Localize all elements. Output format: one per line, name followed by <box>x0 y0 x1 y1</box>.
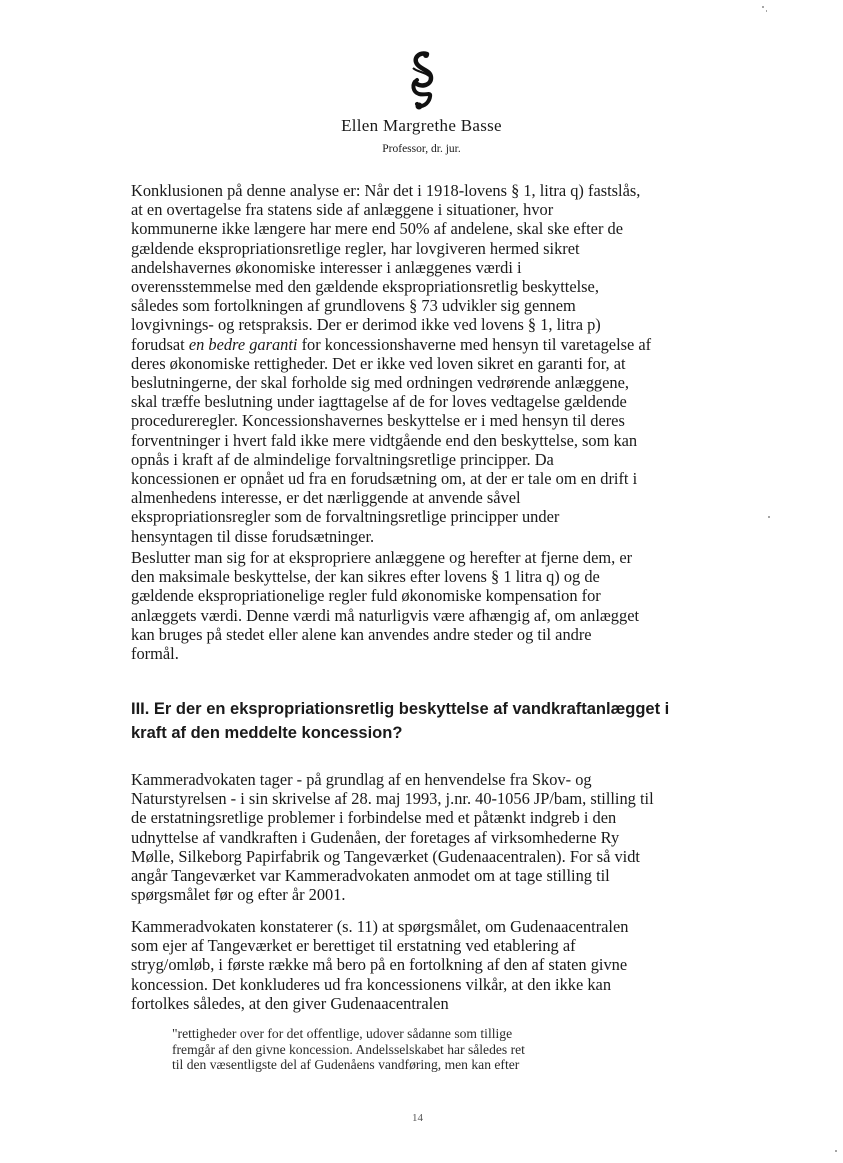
text-line: opnås i kraft af de almindelige forvaltningsretlige principper. Da <box>131 449 554 469</box>
text-line: Beslutter man sig for at ekspropriere anlæggene og herefter at fjerne dem, er <box>131 548 633 567</box>
text-line: Naturstyrelsen - i sin skrivelse af 28. maj 1993, j.nr. 40-1056 JP/bam, stilling til <box>131 789 654 809</box>
scan-speck <box>768 516 770 518</box>
text-line: kommunerne ikke længere har mere end 50% af andelene, skal ske efter de <box>131 219 623 239</box>
heading-line: kraft af den meddelte koncession? <box>131 724 403 742</box>
text-line: overensstemmelse med den gældende ekspropriationsretlig beskyttelse, <box>131 277 599 297</box>
text-line: anlæggets værdi. Denne værdi må naturligvis være afhængig af, om anlægget <box>131 605 640 625</box>
scan-speck <box>835 1150 837 1152</box>
text-line: Mølle, Silkeborg Papirfabrik og Tangeværket (Gudenaacentralen). For så vidt <box>131 846 640 866</box>
scan-speck <box>762 6 764 8</box>
text-line <box>131 335 721 354</box>
ornament-logo <box>405 50 441 112</box>
scan-speck <box>766 10 767 12</box>
text-line: procedureregler. Koncessionshavernes beskyttelse er i med hensyn til deres <box>131 411 625 431</box>
text-line: koncession. Det konkluderes ud fra koncessionens vilkår, at den ikke kan <box>131 974 612 994</box>
text-line: skal træffe beslutning under iagttagelse af de for loves vedtagelse gældende <box>131 392 627 412</box>
emphasis-text: en bedre garanti <box>188 334 298 354</box>
text-line: ekspropriationsregler som de forvaltningsretlige principper under <box>131 507 560 527</box>
text-line: gældende ekspropriationsretlige regler, har lovgiveren hermed sikret <box>131 238 580 258</box>
text-line: de erstatningsretlige problemer i forbindelse med et påtænkt indgreb i den <box>131 808 617 828</box>
text-line: som ejer af Tangeværket er berettiget til erstatning ved etablering af <box>131 936 576 956</box>
block-quote <box>172 1026 622 1073</box>
quote-line: til den væsentligste del af Gudenåens vandføring, men kan efter <box>172 1057 520 1073</box>
text-line: spørgsmålet før og efter år 2001. <box>131 885 346 905</box>
text-line: hensyntagen til disse forudsætninger. <box>131 526 375 546</box>
text-line: Konklusionen på denne analyse er: Når det i 1918-lovens § 1, litra q) fastslås, <box>131 181 641 200</box>
heading-line: III. Er der en ekspropriationsretlig beskyttelse af vandkraftanlægget i <box>131 700 670 718</box>
text-line: andelshavernes økonomiske interesser i anlæggenes værdi i <box>131 257 522 277</box>
author-title: Professor, dr. jur. <box>382 143 461 155</box>
text-line: således som fortolkningen af grundlovens § 73 udvikler sig gennem <box>131 296 576 316</box>
text-line: fortolkes således, at den giver Gudenaacentralen <box>131 993 449 1013</box>
page-number: 14 <box>412 1112 423 1124</box>
text-line: den maksimale beskyttelse, der kan sikres efter lovens § 1 litra q) og de <box>131 567 600 587</box>
text-run: for koncessionshaverne med hensyn til varetagelse af <box>297 334 652 354</box>
paragraph-expropriation <box>131 548 721 663</box>
text-line: koncessionen er opnået ud fra en forudsætning om, at der er tale om en drift i <box>131 469 638 489</box>
text-line: Kammeradvokaten konstaterer (s. 11) at spørgsmålet, om Gudenaacentralen <box>131 917 629 936</box>
text-line: gældende ekspropriationelige regler fuld økonomiske kompensation for <box>131 586 601 606</box>
text-line: forventninger i hvert fald ikke mere vidtgående end den beskyttelse, som kan <box>131 430 638 450</box>
paragraph-kammeradvokaten <box>131 770 721 904</box>
text-line: Kammeradvokaten tager - på grundlag af en henvendelse fra Skov- og <box>131 770 592 789</box>
text-line: almenhedens interesse, er det nærliggende at anvende såvel <box>131 488 521 508</box>
text-line: kan bruges på stedet eller alene kan anvendes andre steder og til andre <box>131 624 592 644</box>
text-line: lovgivnings- og retspraksis. Der er derimod ikke ved lovens § 1, litra p) <box>131 315 601 335</box>
author-name: Ellen Margrethe Basse <box>341 116 502 135</box>
text-line: angår Tangeværket var Kammeradvokaten anmodet om at tage stilling til <box>131 866 610 886</box>
text-run: forudsat <box>131 334 189 354</box>
text-line: formål. <box>131 644 179 664</box>
text-line: at en overtagelse fra statens side af anlæggene i situationer, hvor <box>131 200 554 220</box>
text-line: deres økonomiske rettigheder. Det er ikke ved loven sikret en garanti for, at <box>131 353 626 373</box>
text-line: udnyttelse af vandkraften i Gudenåen, der foretages af virksomhederne Ry <box>131 827 620 847</box>
paragraph-konstaterer <box>131 917 721 1013</box>
quote-line: fremgår af den givne koncession. Andelsselskabet har således ret <box>172 1041 525 1057</box>
text-line: beslutningerne, der skal forholde sig med ordningen vedrørende anlæggene, <box>131 373 629 393</box>
text-line: stryg/omløb, i første række må bero på en fortolkning af den af staten givne <box>131 955 628 975</box>
quote-line: "rettigheder over for det offentlige, udover sådanne som tillige <box>172 1026 513 1041</box>
paragraph-conclusion <box>131 181 721 546</box>
section-heading <box>131 697 731 745</box>
